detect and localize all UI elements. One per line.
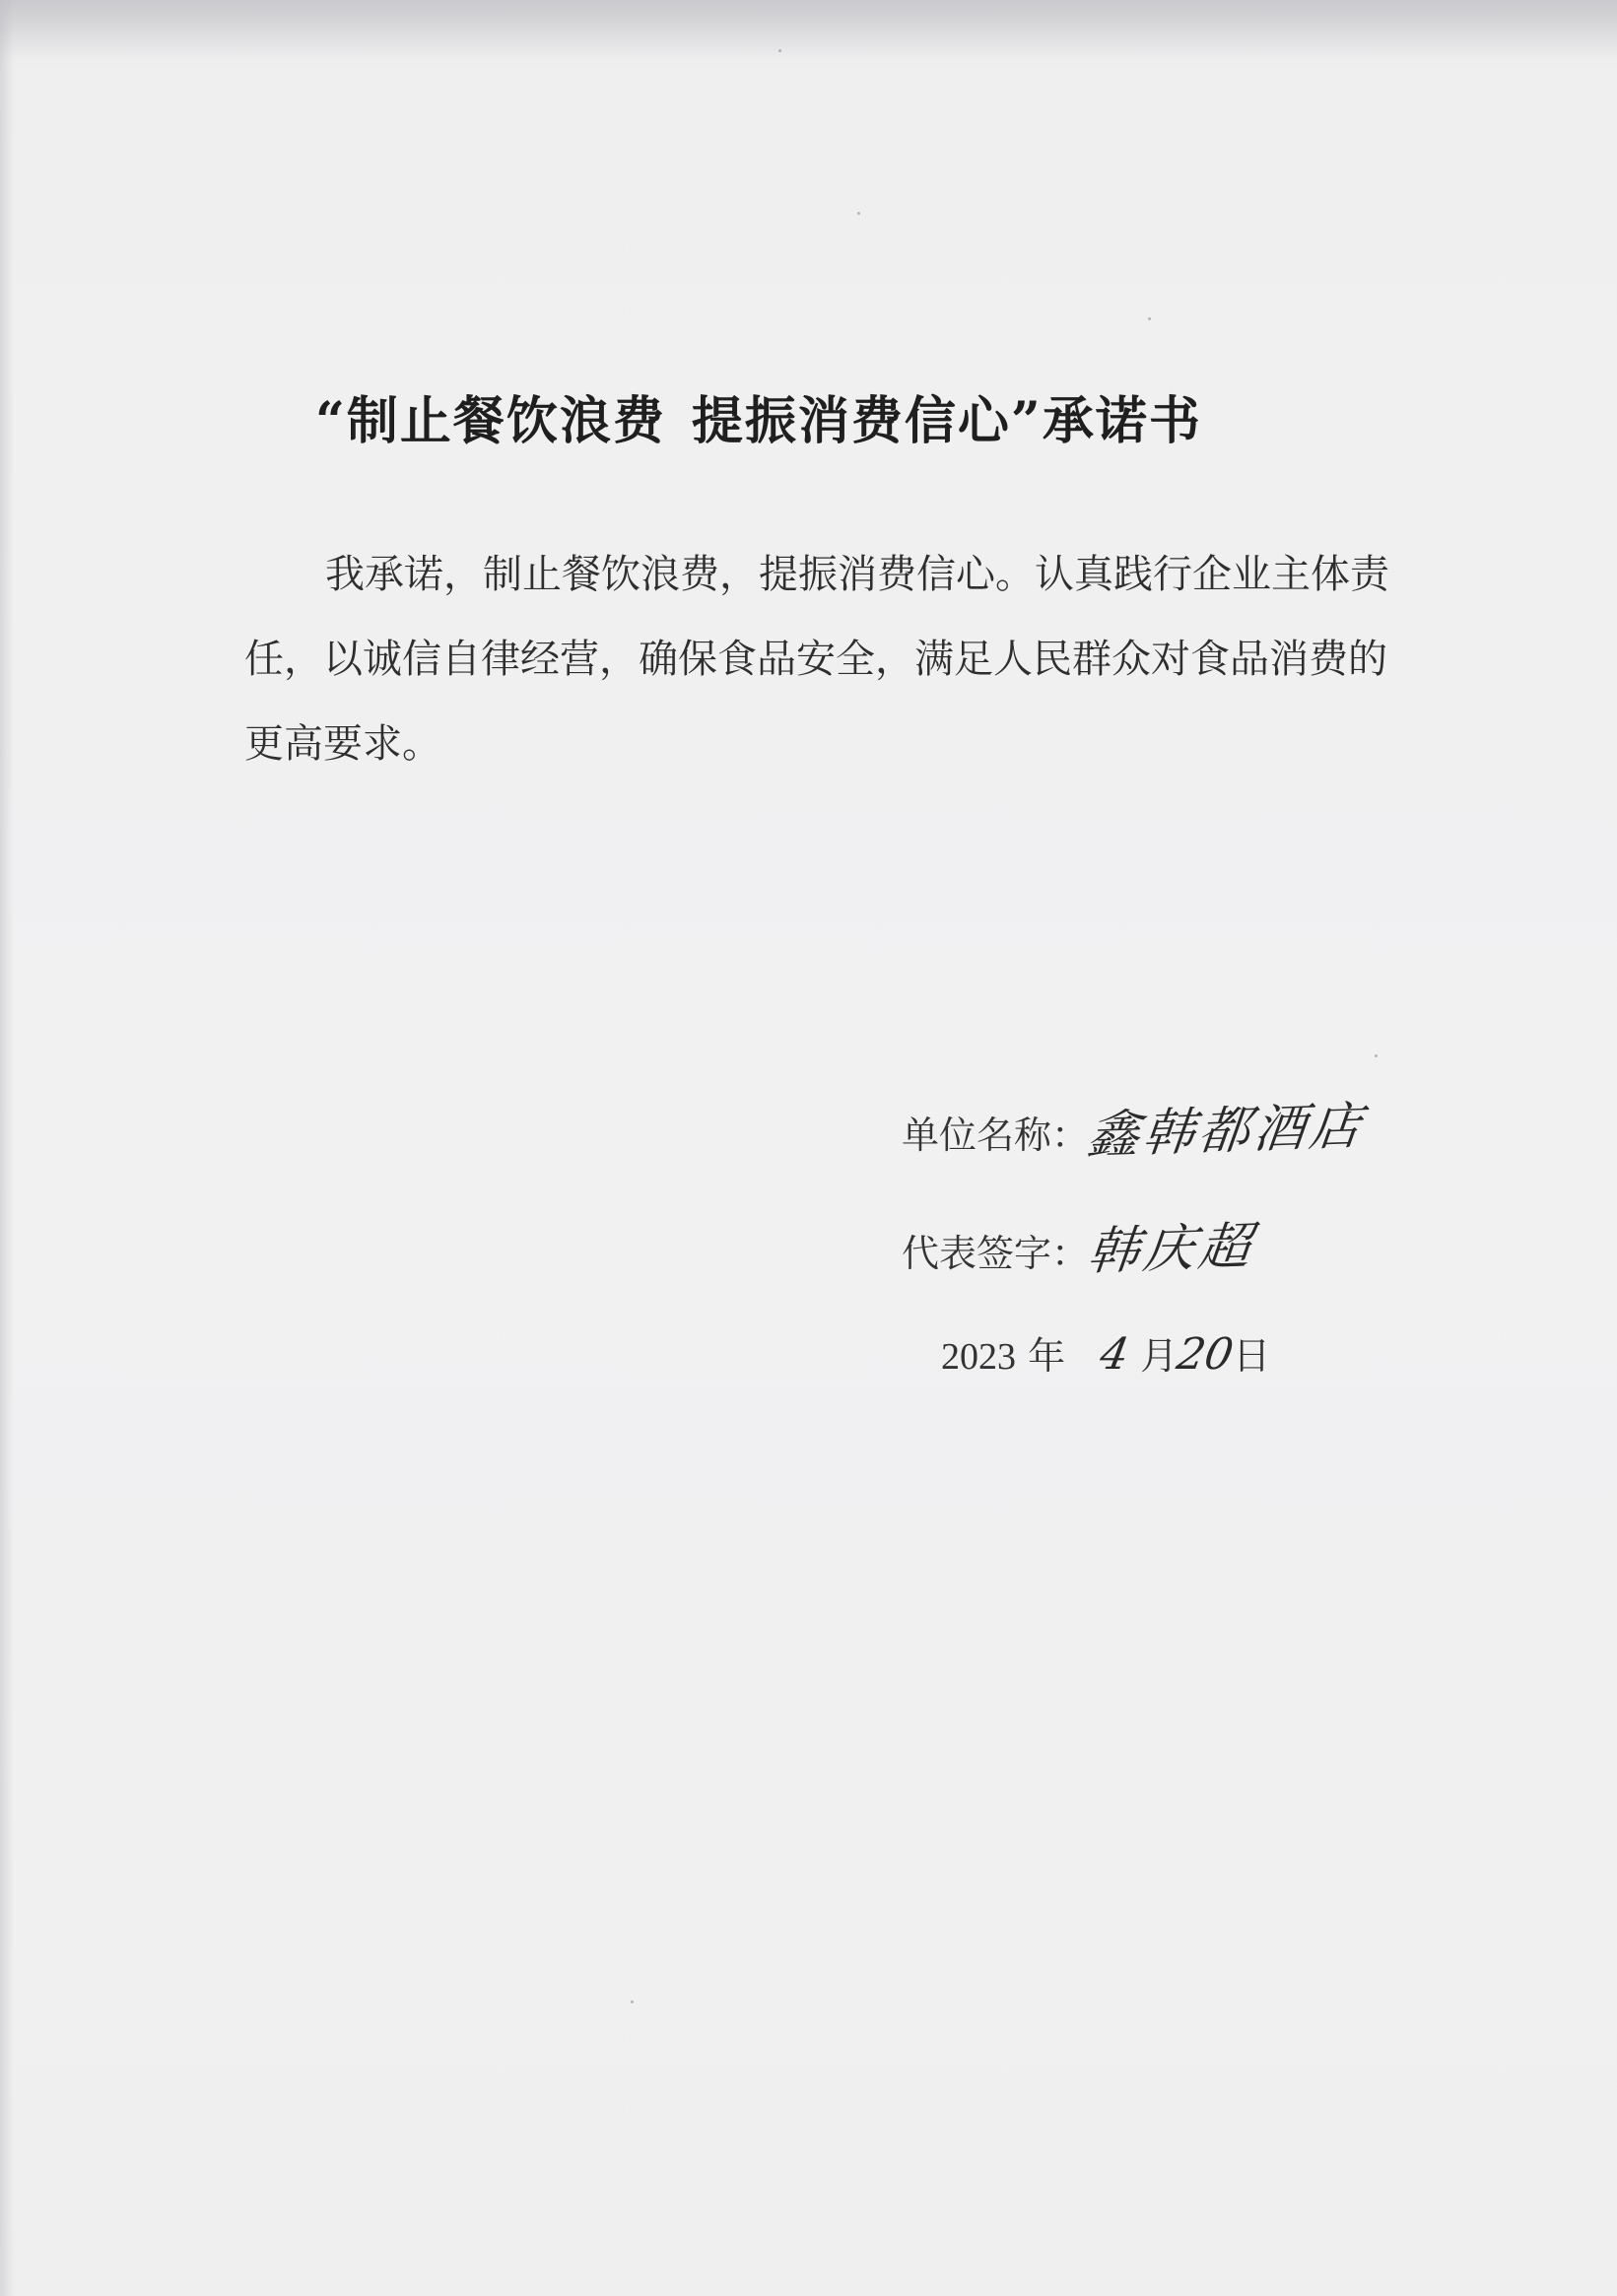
representative-row xyxy=(902,1207,1257,1282)
scan-speck xyxy=(1375,1054,1378,1057)
title-part-2: 提振消费信心”承诺书 xyxy=(691,391,1202,451)
scan-speck xyxy=(631,2000,634,2003)
date-day-unit: 日 xyxy=(1233,1334,1271,1378)
date-year: 2023 xyxy=(941,1336,1016,1378)
page-title xyxy=(315,379,1399,453)
unit-name-row xyxy=(902,1089,1369,1166)
date-row xyxy=(941,1325,1270,1380)
scan-speck xyxy=(778,49,781,52)
date-month-unit: 月 xyxy=(1140,1334,1179,1378)
representative-label: 代表签字： xyxy=(902,1232,1090,1275)
unit-name-handwritten: 鑫韩都酒店 xyxy=(1084,1097,1369,1166)
scan-left-shadow xyxy=(0,0,14,2296)
commitment-body xyxy=(244,532,1407,786)
representative-signature: 韩庆超 xyxy=(1084,1217,1257,1282)
scan-speck xyxy=(1148,317,1151,320)
scan-top-shadow xyxy=(0,0,1617,59)
title-part-1: “制止餐饮浪费 xyxy=(315,391,666,451)
date-day-handwritten: 20 xyxy=(1173,1329,1238,1380)
unit-name-label: 单位名称： xyxy=(902,1114,1090,1157)
date-month-handwritten: 4 xyxy=(1096,1329,1133,1380)
commitment-paragraph: 我承诺，制止餐饮浪费，提振消费信心。认真践行企业主体责任，以诚信自律经营，确保食品安全，满足人民群众对食品消费的更高要求。 xyxy=(244,552,1389,767)
date-year-unit: 年 xyxy=(1028,1334,1066,1378)
scan-speck xyxy=(857,212,860,215)
